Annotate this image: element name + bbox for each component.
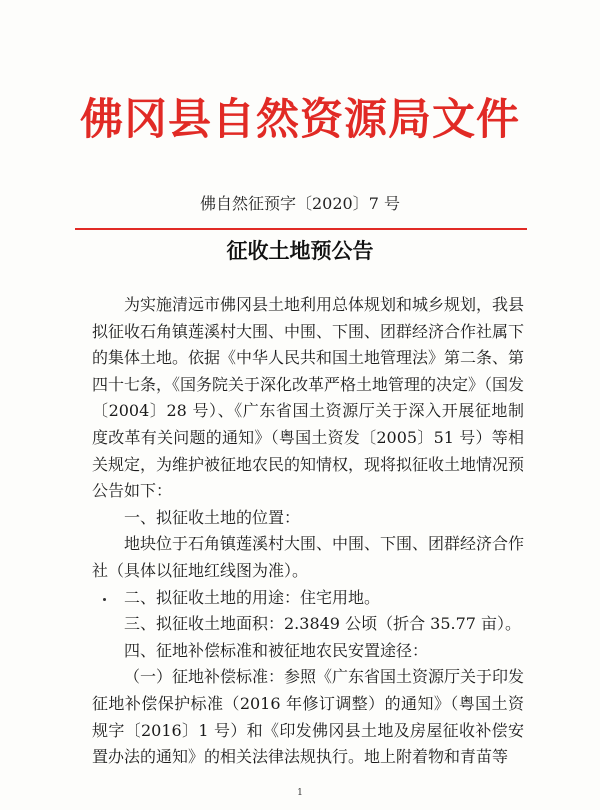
paragraph-location-detail: 地块位于石角镇莲溪村大围、中围、下围、团群经济合作社（具体以征地红线图为准）。: [92, 534, 525, 580]
paragraph-compensation-standard: （一）征地补偿标准：参照《广东省国土资源厅关于印发征地补偿保护标准（2016 年修订调整）的通知》（粤国土资规字〔2016〕1 号）和《印发佛冈县土地及房屋征收补偿安置办法的通知》的相关法律法规执行。地上附着物和青苗等: [92, 667, 525, 767]
notice-title: 征收土地预公告: [226, 239, 374, 263]
red-divider-line: [75, 228, 527, 230]
paragraph-intro: 为实施清远市佛冈县土地利用总体规划和城乡规划，我县拟征收石角镇莲溪村大围、中围、下围、团群经济合作社属下的集体土地。依据《中华人民共和国土地管理法》第二条、第四十七条，《国务院关于深化改革严格土地管理的决定》（国发〔2004〕28 号）、《广东省国土资源厅关于深入开展征地制度改革有关问题的通知》（粤国土资发〔2005〕51 号）等相关规定，为维护被征地农民的知情权，现将拟征收土地情况预公告如下：: [92, 295, 525, 501]
notice-body: [92, 292, 524, 771]
page-number: 1: [297, 788, 303, 798]
paragraph-compensation-heading: 四、征地补偿标准和被征地农民安置途径：: [124, 640, 429, 660]
scan-mark: [103, 598, 106, 601]
paragraph-land-use: 二、拟征收土地的用途：住宅用地。: [124, 587, 381, 607]
document-number: 佛自然征预字〔2020〕7 号: [200, 194, 400, 213]
paragraph-location-heading: 一、拟征收土地的位置：: [124, 507, 301, 527]
issuer-masthead: 佛冈县自然资源局文件: [80, 95, 520, 145]
paragraph-land-area: 三、拟征收土地面积：2.3849 公顷（折合 35.77 亩）。: [124, 614, 522, 634]
